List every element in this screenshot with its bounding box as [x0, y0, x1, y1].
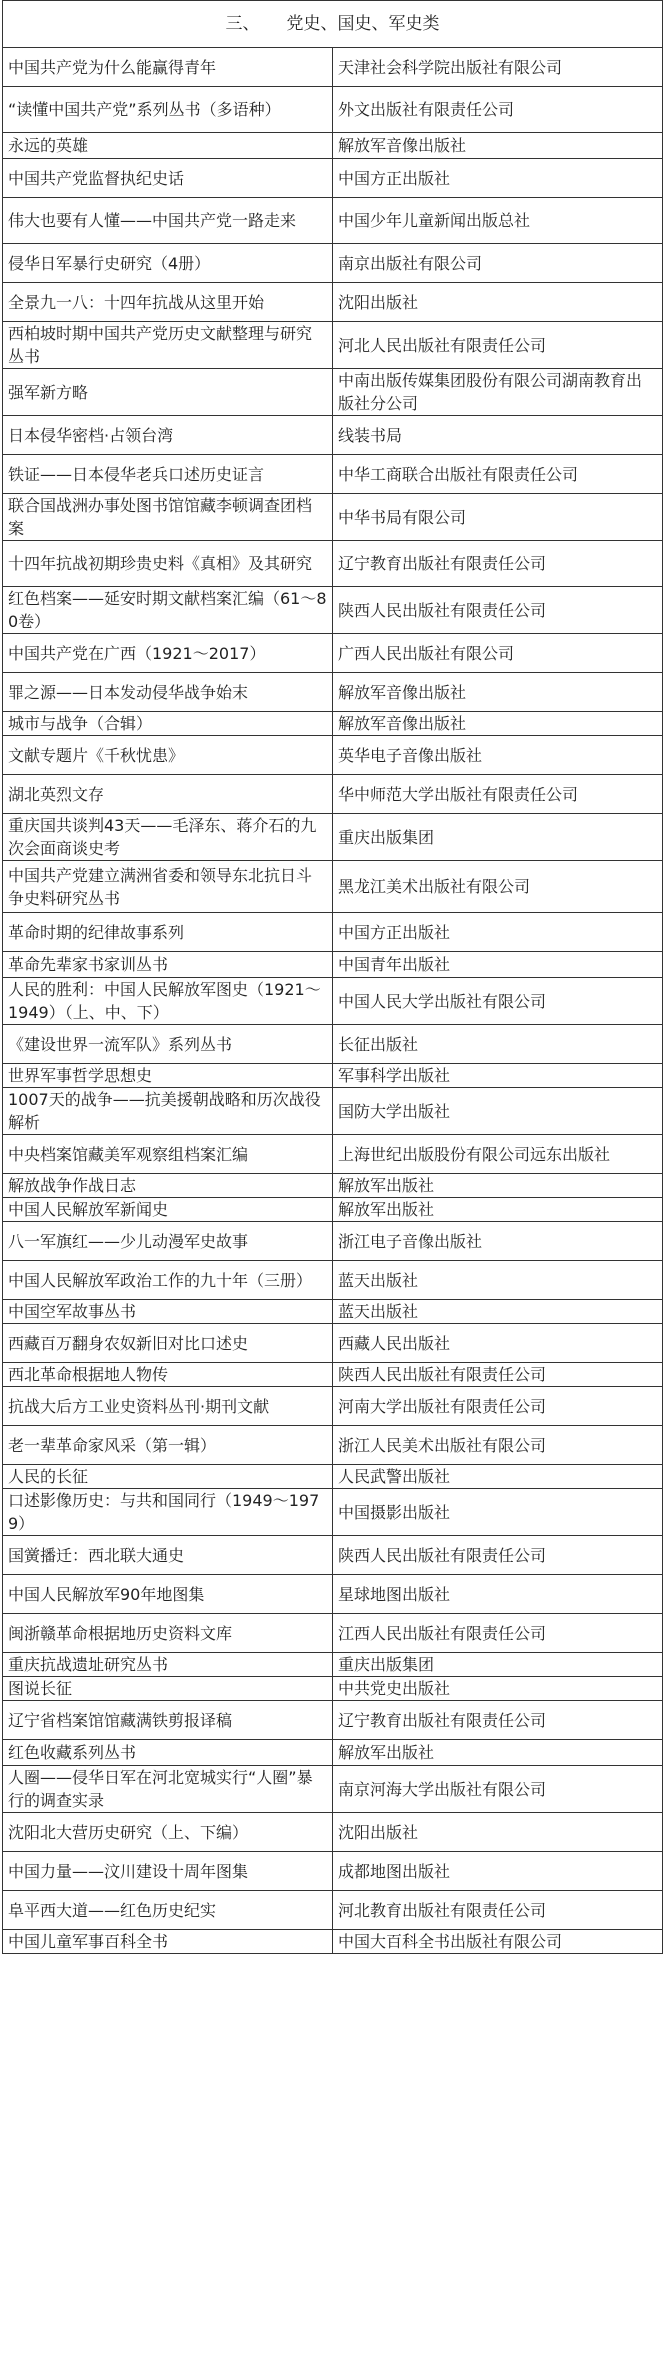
table-row [3, 455, 663, 494]
table-row [3, 775, 663, 814]
table-row [3, 952, 663, 978]
table-row [3, 322, 663, 369]
table-row [3, 913, 663, 952]
table-row [3, 1614, 663, 1653]
table-row [3, 736, 663, 775]
publisher: 中国方正出版社 [333, 913, 663, 952]
table-row [3, 416, 663, 455]
book-title: 老一辈革命家风采（第一辑） [3, 1426, 333, 1465]
publisher: 南京河海大学出版社有限公司 [333, 1766, 663, 1813]
book-title: 重庆国共谈判43天——毛泽东、蒋介石的九次会面商谈史考 [3, 814, 333, 861]
table-row [3, 1300, 663, 1324]
book-title: 口述影像历史：与共和国同行（1949～1979） [3, 1489, 333, 1536]
book-title: 中国共产党建立满洲省委和领导东北抗日斗争史料研究丛书 [3, 861, 333, 913]
publisher: 人民武警出版社 [333, 1465, 663, 1489]
publisher: 解放军出版社 [333, 1174, 663, 1198]
book-title: 中国儿童军事百科全书 [3, 1930, 333, 1954]
table-row [3, 673, 663, 712]
table-row [3, 978, 663, 1025]
table-row [3, 1261, 663, 1300]
section-number: 三、 [225, 13, 260, 34]
table-row [3, 541, 663, 587]
publisher: 江西人民出版社有限责任公司 [333, 1614, 663, 1653]
table-row [3, 1426, 663, 1465]
table-row [3, 87, 663, 133]
table-row [3, 1677, 663, 1701]
book-title: 抗战大后方工业史资料丛刊·期刊文献 [3, 1387, 333, 1426]
publisher: 蓝天出版社 [333, 1261, 663, 1300]
table-row [3, 369, 663, 416]
book-title: 强军新方略 [3, 369, 333, 416]
publisher: 重庆出版集团 [333, 1653, 663, 1677]
table-row [3, 198, 663, 244]
book-title: 闽浙赣革命根据地历史资料文库 [3, 1614, 333, 1653]
table-row [3, 159, 663, 198]
table-row [3, 1135, 663, 1174]
book-title: 中国人民解放军新闻史 [3, 1198, 333, 1222]
publisher: 华中师范大学出版社有限责任公司 [333, 775, 663, 814]
book-title: 永远的英雄 [3, 133, 333, 159]
publisher: 星球地图出版社 [333, 1575, 663, 1614]
publisher: 陕西人民出版社有限责任公司 [333, 1363, 663, 1387]
book-title: 联合国战洲办事处图书馆馆藏李顿调查团档案 [3, 494, 333, 541]
publisher: 浙江电子音像出版社 [333, 1222, 663, 1261]
book-title: 中国共产党监督执纪史话 [3, 159, 333, 198]
book-title: “读懂中国共产党”系列丛书（多语种） [3, 87, 333, 133]
publisher: 辽宁教育出版社有限责任公司 [333, 541, 663, 587]
book-title: 1007天的战争——抗美援朝战略和历次战役解析 [3, 1088, 333, 1135]
publisher: 解放军音像出版社 [333, 133, 663, 159]
section-header [3, 1, 663, 48]
publisher: 陕西人民出版社有限责任公司 [333, 1536, 663, 1575]
publisher: 陕西人民出版社有限责任公司 [333, 587, 663, 634]
book-title: 沈阳北大营历史研究（上、下编） [3, 1813, 333, 1852]
publisher: 解放军音像出版社 [333, 712, 663, 736]
book-title: 图说长征 [3, 1677, 333, 1701]
table-row [3, 1064, 663, 1088]
publisher: 解放军出版社 [333, 1740, 663, 1766]
publisher: 上海世纪出版股份有限公司远东出版社 [333, 1135, 663, 1174]
table-row [3, 634, 663, 673]
table-row [3, 1465, 663, 1489]
publisher: 外文出版社有限责任公司 [333, 87, 663, 133]
publisher: 中国青年出版社 [333, 952, 663, 978]
publisher: 南京出版社有限公司 [333, 244, 663, 283]
publisher: 河北人民出版社有限责任公司 [333, 322, 663, 369]
publisher: 重庆出版集团 [333, 814, 663, 861]
book-title: 红色档案——延安时期文献档案汇编（61～80卷） [3, 587, 333, 634]
book-title: 人民的胜利：中国人民解放军图史（1921～1949）（上、中、下） [3, 978, 333, 1025]
table-row [3, 1930, 663, 1954]
book-title: 解放战争作战日志 [3, 1174, 333, 1198]
book-title: 日本侵华密档·占领台湾 [3, 416, 333, 455]
table-row [3, 1324, 663, 1363]
book-title: 革命先辈家书家训丛书 [3, 952, 333, 978]
table-row [3, 1174, 663, 1198]
table-row [3, 1766, 663, 1813]
publisher: 中南出版传媒集团股份有限公司湖南教育出版社分公司 [333, 369, 663, 416]
book-title: 罪之源——日本发动侵华战争始末 [3, 673, 333, 712]
table-row [3, 1025, 663, 1064]
book-title: 中国共产党为什么能赢得青年 [3, 48, 333, 87]
table-row [3, 1852, 663, 1891]
table-row [3, 1088, 663, 1135]
table-row [3, 283, 663, 322]
publisher: 解放军出版社 [333, 1198, 663, 1222]
book-title: 红色收藏系列丛书 [3, 1740, 333, 1766]
publisher: 西藏人民出版社 [333, 1324, 663, 1363]
table-row [3, 494, 663, 541]
book-title: 重庆抗战遗址研究丛书 [3, 1653, 333, 1677]
publisher: 线装书局 [333, 416, 663, 455]
book-title: 中国力量——汶川建设十周年图集 [3, 1852, 333, 1891]
publisher: 中国摄影出版社 [333, 1489, 663, 1536]
publisher: 黑龙江美术出版社有限公司 [333, 861, 663, 913]
book-list-table [2, 0, 663, 1954]
book-title: 人民的长征 [3, 1465, 333, 1489]
publisher: 广西人民出版社有限公司 [333, 634, 663, 673]
table-row [3, 861, 663, 913]
table-row [3, 1363, 663, 1387]
table-row [3, 1575, 663, 1614]
table-row [3, 1222, 663, 1261]
publisher: 河南大学出版社有限责任公司 [333, 1387, 663, 1426]
table-row [3, 1891, 663, 1930]
table-row [3, 1813, 663, 1852]
publisher: 军事科学出版社 [333, 1064, 663, 1088]
table-row [3, 133, 663, 159]
table-row [3, 814, 663, 861]
book-title: 国黉播迁：西北联大通史 [3, 1536, 333, 1575]
publisher: 浙江人民美术出版社有限公司 [333, 1426, 663, 1465]
book-title: 城市与战争（合辑） [3, 712, 333, 736]
publisher: 长征出版社 [333, 1025, 663, 1064]
book-title: 人圈——侵华日军在河北宽城实行“人圈”暴行的调查实录 [3, 1766, 333, 1813]
book-title: 《建设世界一流军队》系列丛书 [3, 1025, 333, 1064]
book-title: 革命时期的纪律故事系列 [3, 913, 333, 952]
table-row [3, 244, 663, 283]
publisher: 中国少年儿童新闻出版总社 [333, 198, 663, 244]
book-title: 西北革命根据地人物传 [3, 1363, 333, 1387]
publisher: 中国大百科全书出版社有限公司 [333, 1930, 663, 1954]
publisher: 中华工商联合出版社有限责任公司 [333, 455, 663, 494]
publisher: 辽宁教育出版社有限责任公司 [333, 1701, 663, 1740]
publisher: 天津社会科学院出版社有限公司 [333, 48, 663, 87]
book-title: 铁证——日本侵华老兵口述历史证言 [3, 455, 333, 494]
publisher: 沈阳出版社 [333, 1813, 663, 1852]
book-title: 世界军事哲学思想史 [3, 1064, 333, 1088]
publisher: 中国方正出版社 [333, 159, 663, 198]
publisher: 沈阳出版社 [333, 283, 663, 322]
book-title: 湖北英烈文存 [3, 775, 333, 814]
publisher: 英华电子音像出版社 [333, 736, 663, 775]
table-row [3, 1489, 663, 1536]
table-row [3, 1653, 663, 1677]
book-title: 文献专题片《千秋忧患》 [3, 736, 333, 775]
book-title: 中国共产党在广西（1921～2017） [3, 634, 333, 673]
book-title: 侵华日军暴行史研究（4册） [3, 244, 333, 283]
book-title: 阜平西大道——红色历史纪实 [3, 1891, 333, 1930]
publisher: 中共党史出版社 [333, 1677, 663, 1701]
publisher: 蓝天出版社 [333, 1300, 663, 1324]
book-title: 中央档案馆藏美军观察组档案汇编 [3, 1135, 333, 1174]
table-row [3, 48, 663, 87]
publisher: 成都地图出版社 [333, 1852, 663, 1891]
table-row [3, 1740, 663, 1766]
book-title: 西藏百万翻身农奴新旧对比口述史 [3, 1324, 333, 1363]
book-title: 伟大也要有人懂——中国共产党一路走来 [3, 198, 333, 244]
table-row [3, 587, 663, 634]
section-title: 党史、国史、军史类 [286, 13, 440, 34]
book-title: 西柏坡时期中国共产党历史文献整理与研究丛书 [3, 322, 333, 369]
book-title: 八一军旗红——少儿动漫军史故事 [3, 1222, 333, 1261]
book-title: 全景九一八：十四年抗战从这里开始 [3, 283, 333, 322]
table-row [3, 1198, 663, 1222]
table-row [3, 1387, 663, 1426]
table-row [3, 712, 663, 736]
publisher: 解放军音像出版社 [333, 673, 663, 712]
publisher: 国防大学出版社 [333, 1088, 663, 1135]
publisher: 中国人民大学出版社有限公司 [333, 978, 663, 1025]
table-row [3, 1536, 663, 1575]
book-title: 中国人民解放军90年地图集 [3, 1575, 333, 1614]
publisher: 中华书局有限公司 [333, 494, 663, 541]
publisher: 河北教育出版社有限责任公司 [333, 1891, 663, 1930]
book-title: 辽宁省档案馆馆藏满铁剪报译稿 [3, 1701, 333, 1740]
table-row [3, 1701, 663, 1740]
book-title: 十四年抗战初期珍贵史料《真相》及其研究 [3, 541, 333, 587]
book-title: 中国人民解放军政治工作的九十年（三册） [3, 1261, 333, 1300]
section-header-row [3, 1, 663, 48]
book-title: 中国空军故事丛书 [3, 1300, 333, 1324]
